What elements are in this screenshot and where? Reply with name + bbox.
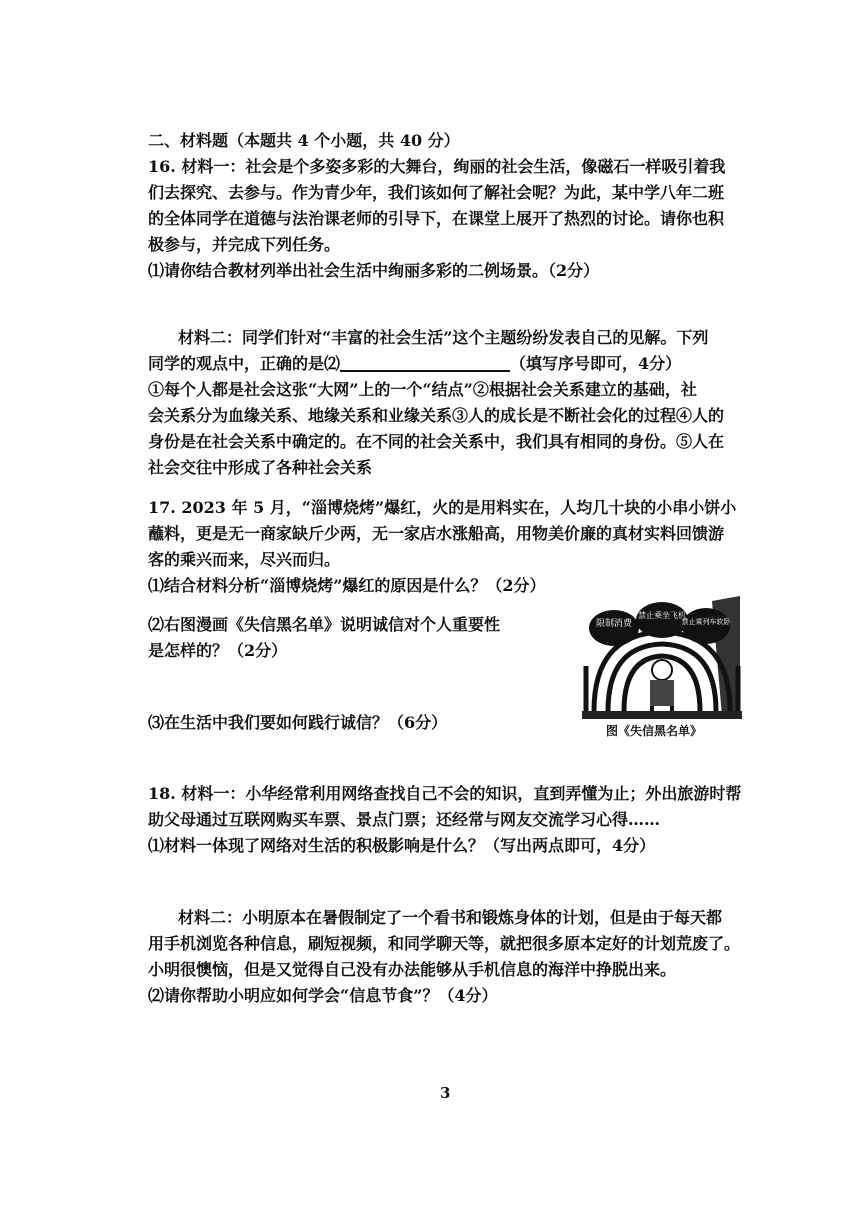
q17-subquestion-2: ⑵右图漫画《失信黑名单》说明诚信对个人重要性 (148, 615, 501, 634)
q16-material2-prefix: 同学的观点中，正确的是⑵ (148, 354, 341, 373)
q17-material-line: 17. 2023 年 5 月，“淄博烧烤”爆红，火的是用料实在，人均几十块的小串小饼小 (148, 498, 737, 517)
q18-material2-line: 小明很懊恼，但是又觉得自己没有办法能够从手机信息的海洋中挣脱出来。 (148, 960, 677, 979)
q18-material1-line: 18. 材料一：小华经常利用网络查找自己不会的知识，直到弄懂为止；外出旅游时帮 (148, 784, 742, 803)
q16-material1-line: 16. 材料一：社会是个多姿多彩的大舞台，绚丽的社会生活，像磁石一样吸引着我 (148, 157, 726, 176)
comic-caption: 图《失信黑名单》 (606, 724, 703, 738)
q18-subquestion-1: ⑴材料一体现了网络对生活的积极影响是什么？（写出两点即可，4分） (148, 836, 656, 855)
q17-material-line: 蘸料，更是无一商家缺斤少两，无一家店水涨船高，用物美价廉的真材实料回馈游 (148, 524, 725, 543)
bubble-right-text: 禁止乘列车软卧 (681, 618, 731, 626)
q16-option-line: 社会交往中形成了各种社会关系 (148, 458, 373, 477)
q18-material1-line: 助父母通过互联网购买车票、景点门票；还经常与网友交流学习心得…… (148, 810, 661, 829)
q16-option-line: 身份是在社会关系中确定的。在不同的社会关系中，我们具有相同的身份。⑤人在 (148, 432, 725, 451)
q18-material2-line: 材料二：小明原本在暑假制定了一个看书和锻炼身体的计划，但是由于每天都 (178, 908, 723, 927)
section-title: 二、材料题（本题共 4 个小题，共 40 分） (148, 131, 460, 150)
q17-material-line: 客的乘兴而来，尽兴而归。 (148, 550, 341, 569)
q16-material1-line: 们去探究、去参与。作为青少年，我们该如何了解社会呢？为此，某中学八年二班 (148, 183, 725, 202)
page-number: 3 (440, 1084, 451, 1102)
q16-subquestion-1: ⑴请你结合教材列举出社会生活中绚丽多彩的二例场景。（2分） (148, 261, 600, 280)
q16-option-line: 会关系分为血缘关系、地缘关系和业缘关系③人的成长是不断社会化的过程④人的 (148, 406, 725, 425)
q17-subquestion-3: ⑶在生活中我们要如何践行诚信？（6分） (148, 713, 448, 732)
q18-subquestion-2: ⑵请你帮助小明应如何学会“信息节食”？（4分） (148, 986, 498, 1005)
q17-subquestion-2-cont: 是怎样的？（2分） (148, 641, 288, 660)
q16-material2-line: 材料二：同学们针对“丰富的社会生活”这个主题纷纷发表自己的见解。下列 (178, 328, 709, 347)
q16-material1-line: 的全体同学在道德与法治课老师的引导下，在课堂上展开了热烈的讨论。请你也积 (148, 209, 725, 228)
q16-material2-line2 (148, 351, 748, 377)
q16-material1-line: 极参与，并完成下列任务。 (148, 235, 341, 254)
q16-material2-suffix: （填写序号即可，4分） (510, 354, 682, 373)
q18-material2-line: 用手机浏览各种信息，刷短视频，和同学聊天等，就把很多原本定好的计划荒废了。 (148, 934, 741, 953)
answer-blank[interactable] (340, 352, 510, 372)
q17-subquestion-1: ⑴结合材料分析“淄博烧烤”爆红的原因是什么？（2分） (148, 576, 546, 595)
bubble-left-text: 限制消费 (595, 619, 633, 629)
bubble-mid-text: 禁止乘坐飞机 (638, 611, 686, 620)
q16-option-line: ①每个人都是社会这张“大网”上的一个“结点”②根据社会关系建立的基础，社 (148, 380, 697, 399)
